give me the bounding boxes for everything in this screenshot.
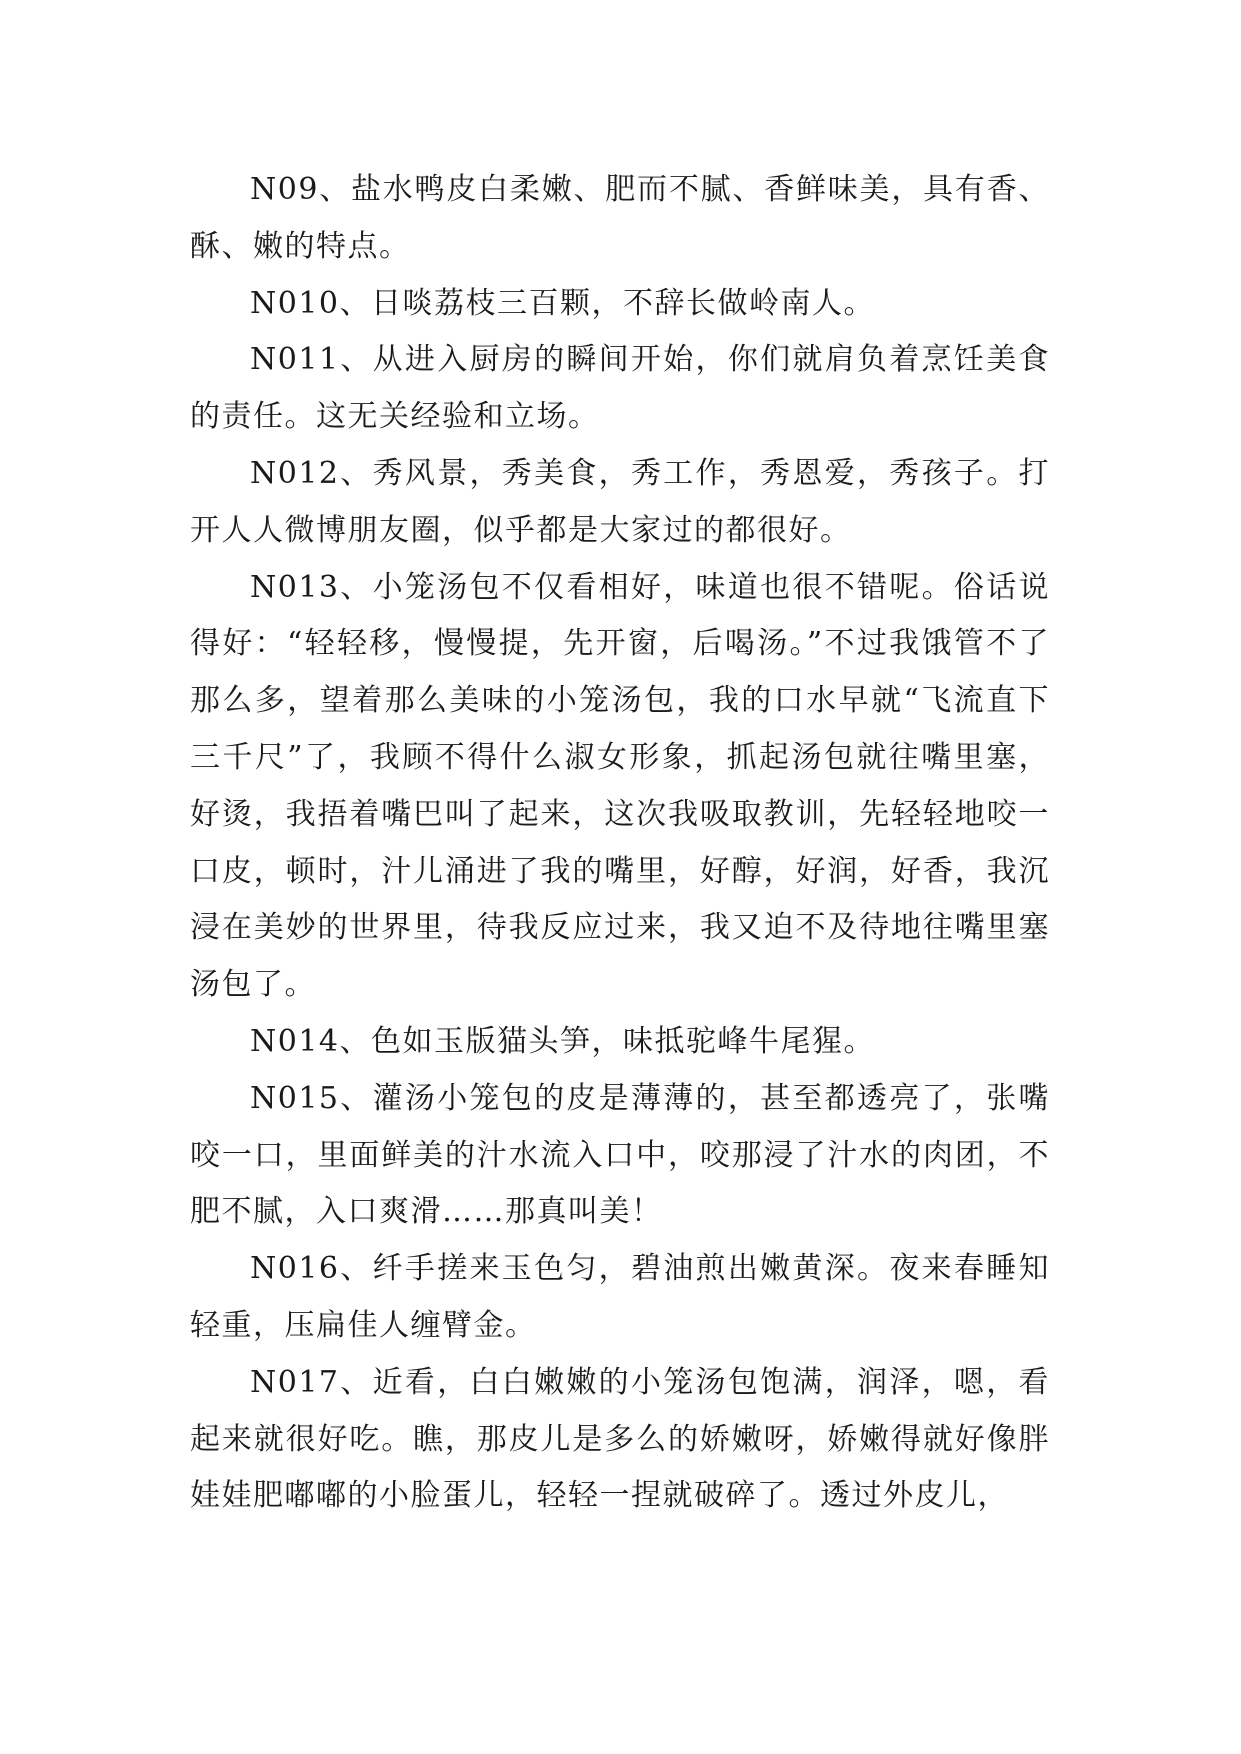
paragraph-n016: N016、纤手搓来玉色匀，碧油煎出嫩黄深。夜来春睡知轻重，压扁佳人缠臂金。: [190, 1251, 1050, 1343]
paragraph-n014: N014、色如玉版猫头笋，味抵驼峰牛尾猩。: [250, 1023, 876, 1059]
paragraph-n012: N012、秀风景，秀美食，秀工作，秀恩爱，秀孩子。打开人人微博朋友圈，似乎都是大家过的都很好。: [190, 455, 1050, 548]
document-body: [190, 162, 1050, 1525]
paragraph-n017: N017、近看，白白嫩嫩的小笼汤包饱满，润泽，嗯，看起来就很好吃。瞧，那皮儿是多么的娇嫩呀，娇嫩得就好像胖娃娃肥嘟嘟的小脸蛋儿，轻轻一捏就破碎了。透过外皮儿，: [190, 1364, 1050, 1514]
paragraph-n013: N013、小笼汤包不仅看相好，味道也很不错呢。俗话说得好：“轻轻移，慢慢提，先开窗，后喝汤。”不过我饿管不了那么多，望着那么美味的小笼汤包，我的口水早就“飞流直下三千尺”了，我顾不得什么淑女形象，抓起汤包就往嘴里塞，好烫，我捂着嘴巴叫了起来，这次我吸取教训，先轻轻地咬一口皮，顿时，汁儿涌进了我的嘴里，好醇，好润，好香，我沉浸在美妙的世界里，待我反应过来，我又迫不及待地往嘴里塞汤包了。: [190, 569, 1050, 1003]
paragraph-n09: N09、盐水鸭皮白柔嫩、肥而不腻、香鲜味美，具有香、酥、嫩的特点。: [190, 172, 1050, 264]
paragraph-n015: N015、灌汤小笼包的皮是薄薄的，甚至都透亮了，张嘴咬一口，里面鲜美的汁水流入口中，咬那浸了汁水的肉团，不肥不腻，入口爽滑……那真叫美！: [190, 1080, 1050, 1230]
paragraph-n010: N010、日啖荔枝三百颗，不辞长做岭南人。: [250, 285, 876, 321]
paragraph-n011: N011、从进入厨房的瞬间开始，你们就肩负着烹饪美食的责任。这无关经验和立场。: [190, 342, 1050, 435]
